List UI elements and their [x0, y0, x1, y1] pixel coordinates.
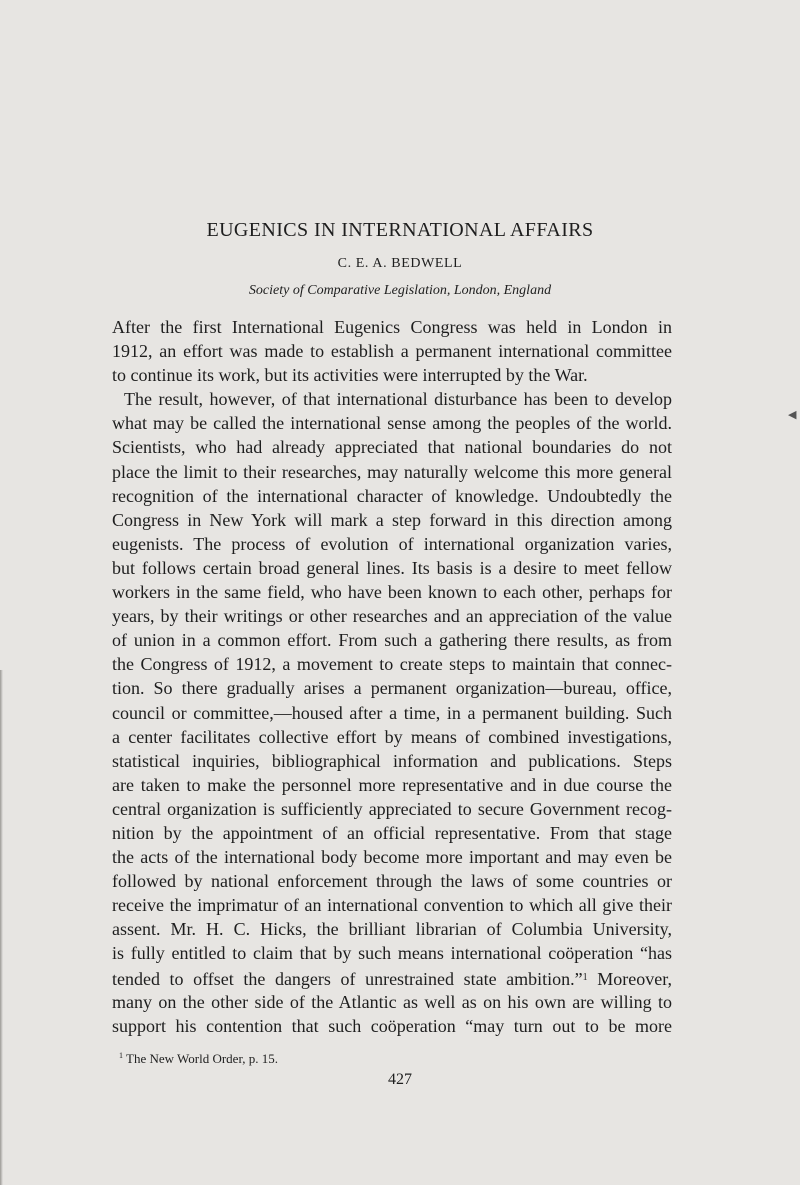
body-line: central organization is sufficiently appreciated to secure Government recog-: [112, 798, 672, 819]
body-line: [112, 966, 672, 990]
footnote-text: The New World Order, p. 15.: [126, 1051, 279, 1066]
page-number: 427: [388, 1071, 412, 1088]
body-line: support his contention that such coöperation “may turn out to be more: [112, 1015, 672, 1036]
body-line: the acts of the international body become more important and may even be: [112, 847, 672, 868]
footnote: [119, 1051, 278, 1067]
margin-mark: ◀: [788, 409, 797, 421]
body-line: to continue its work, but its activities were interrupted by the War.: [112, 365, 588, 386]
footnote-number: 1: [119, 1051, 123, 1060]
scan-edge-shadow: [0, 670, 3, 1185]
body-line: of union in a common effort. From such a gathering there results, as from: [112, 630, 672, 651]
body-line: place the limit to their researches, may naturally welcome this more general: [112, 461, 672, 482]
body-line: eugenists. The process of evolution of international organization varies,: [112, 533, 672, 554]
article-author: C. E. A. BEDWELL: [337, 256, 463, 271]
body-line: the Congress of 1912, a movement to create steps to maintain that connec-: [112, 654, 672, 675]
article-body: [112, 315, 672, 1038]
footnote-reference: 1: [582, 971, 588, 983]
body-line: assent. Mr. H. C. Hicks, the brilliant librarian of Columbia University,: [112, 919, 672, 940]
body-line: After the first International Eugenics Congress was held in London in: [112, 317, 672, 337]
body-line: tion. So there gradually arises a permanent organization—bureau, office,: [112, 678, 672, 699]
body-line: but follows certain broad general lines. Its basis is a desire to meet fellow: [112, 557, 672, 578]
body-line-tail: Moreover,: [587, 968, 672, 989]
body-line: statistical inquiries, bibliographical information and publications. Steps: [112, 750, 672, 771]
body-line: years, by their writings or other researches and an appreciation of the value: [112, 606, 672, 627]
body-line: Scientists, who had already appreciated that national boundaries do not: [112, 437, 672, 458]
body-line: nition by the appointment of an official representative. From that stage: [112, 822, 672, 843]
body-line-text: tended to offset the dangers of unrestrained state ambition.”: [112, 968, 583, 989]
body-line: are taken to make the personnel more representative and in due course the: [112, 774, 672, 795]
body-line: a center facilitates collective effort by means of combined investigations,: [112, 726, 672, 747]
body-line: recognition of the international character of knowledge. Undoubtedly the: [112, 485, 672, 506]
body-line: receive the imprimatur of an international convention to which all give their: [112, 895, 672, 916]
body-line: followed by national enforcement through the laws of some countries or: [112, 871, 672, 892]
body-line: what may be called the international sense among the peoples of the world.: [112, 413, 672, 434]
body-line: Congress in New York will mark a step forward in this direction among: [112, 509, 672, 530]
body-line: The result, however, of that international disturbance has been to develop: [124, 389, 672, 410]
article-title: EUGENICS IN INTERNATIONAL AFFAIRS: [206, 219, 594, 241]
body-line: workers in the same field, who have been known to each other, perhaps for: [112, 582, 672, 603]
body-line: is fully entitled to claim that by such means international coöperation “has: [112, 943, 672, 964]
body-line: many on the other side of the Atlantic as well as on his own are willing to: [112, 991, 672, 1012]
author-affiliation: Society of Comparative Legislation, London, England: [248, 283, 552, 298]
body-line: council or committee,—housed after a time, in a permanent building. Such: [112, 702, 672, 723]
body-line: 1912, an effort was made to establish a permanent international committee: [112, 341, 672, 362]
